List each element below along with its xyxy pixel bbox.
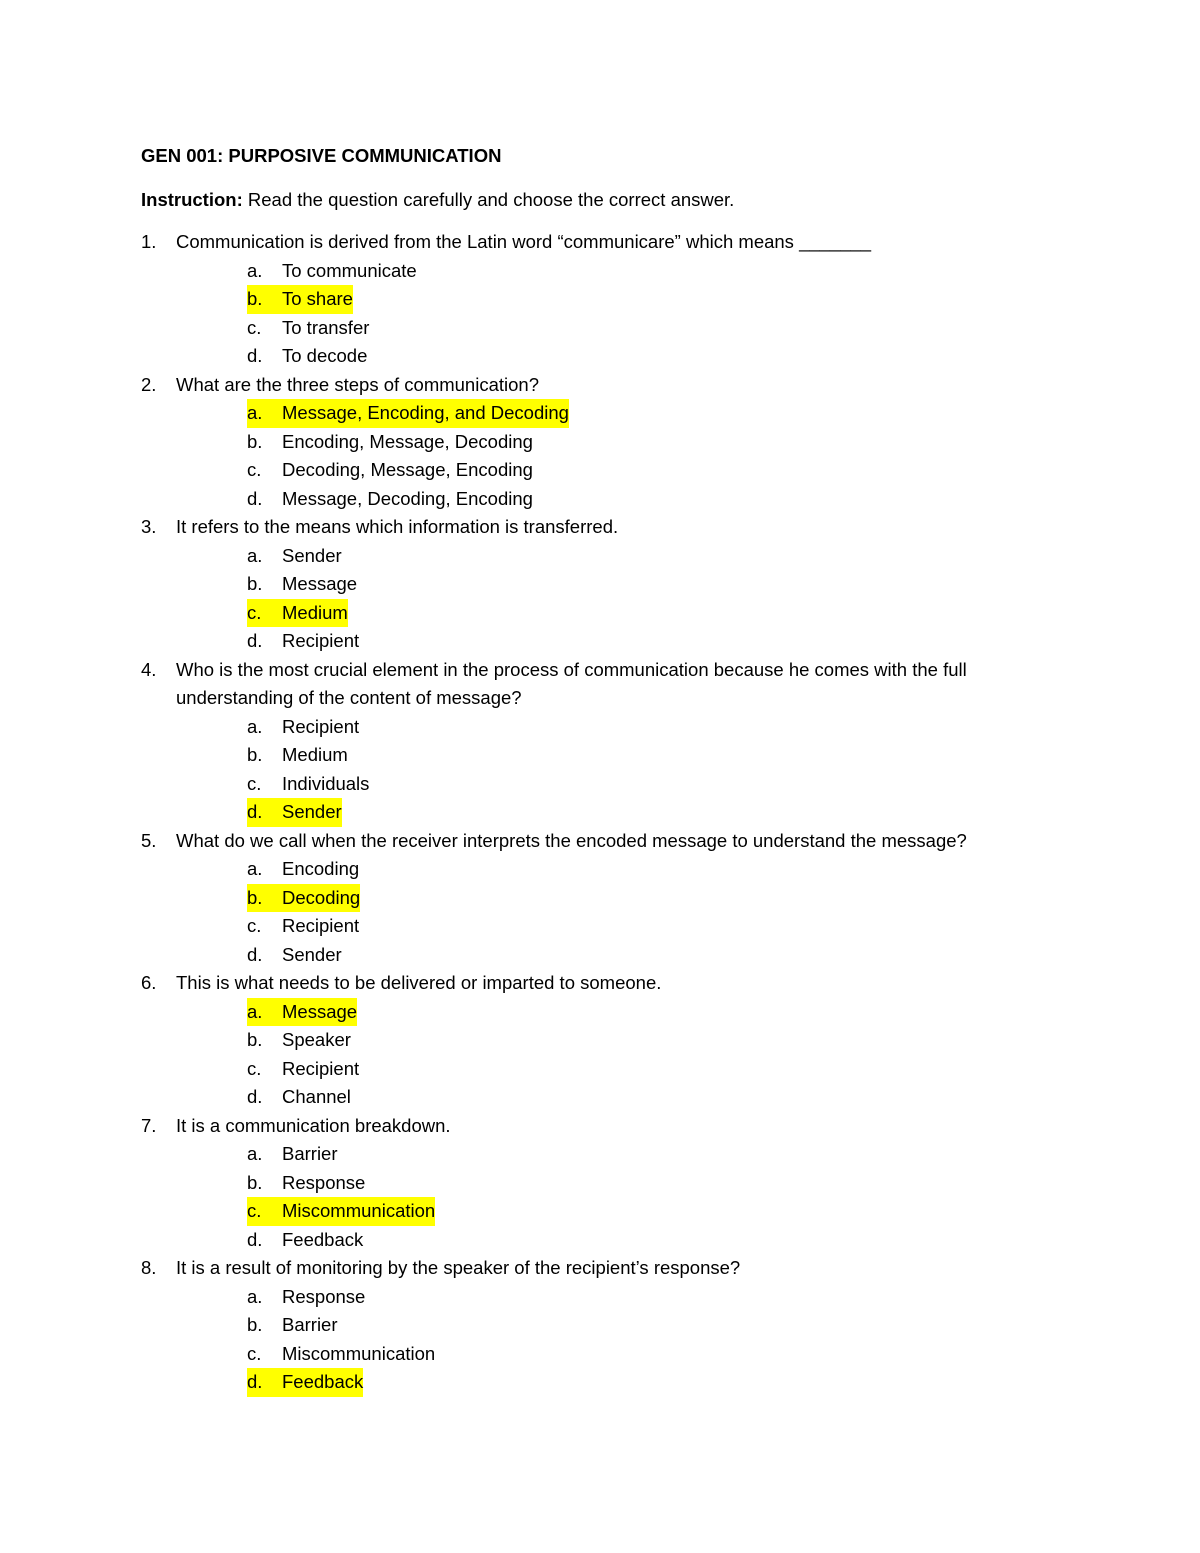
answer-option <box>141 456 1041 485</box>
option-text: Sender <box>282 943 342 965</box>
option-list <box>141 1283 1041 1397</box>
answer-option <box>141 285 1041 314</box>
option-letter: b. <box>247 1314 263 1335</box>
option-letter: a. <box>247 858 263 879</box>
answer-text-wrap <box>247 485 533 514</box>
option-letter: d. <box>247 345 263 366</box>
option-letter: d. <box>247 1086 263 1107</box>
answer-option <box>141 314 1041 343</box>
option-text: Feedback <box>282 1228 364 1250</box>
answer-option <box>141 770 1041 799</box>
answer-option <box>141 1368 1041 1397</box>
option-letter: c. <box>247 459 262 480</box>
answer-option <box>141 998 1041 1027</box>
highlighted-answer <box>247 798 342 827</box>
option-text: To communicate <box>282 259 417 281</box>
question-number: 7. <box>141 1114 157 1136</box>
option-text: Recipient <box>282 1057 360 1079</box>
question-row <box>141 656 1041 713</box>
answer-option <box>141 1169 1041 1198</box>
option-letter: b. <box>247 886 263 908</box>
question-number: 5. <box>141 829 157 851</box>
option-letter: a. <box>247 402 263 423</box>
answer-text-wrap <box>247 570 357 599</box>
answer-option <box>141 1197 1041 1226</box>
option-text: Sender <box>282 801 342 822</box>
question-item <box>141 513 1041 656</box>
answer-text-wrap <box>247 1226 363 1255</box>
question-item <box>141 656 1041 827</box>
answer-text-wrap <box>247 1169 365 1198</box>
answer-text-wrap <box>247 713 359 742</box>
question-row <box>141 513 1041 542</box>
question-text: Communication is derived from the Latin word “communicare” which means _______ <box>176 231 872 252</box>
answer-text-wrap <box>247 314 369 343</box>
question-row <box>141 969 1041 998</box>
answer-text-wrap <box>247 1140 338 1169</box>
answer-text-wrap <box>247 342 367 371</box>
question-text: What are the three steps of communication? <box>176 373 539 395</box>
highlighted-answer <box>247 998 357 1027</box>
question-text: It refers to the means which information is transferred. <box>176 516 619 537</box>
highlighted-answer <box>247 399 569 428</box>
option-letter: d. <box>247 630 263 651</box>
highlighted-answer <box>247 884 360 913</box>
answer-text-wrap <box>247 1340 435 1369</box>
answer-text-wrap <box>247 941 342 970</box>
answer-option <box>141 1083 1041 1112</box>
option-list <box>141 542 1041 656</box>
question-number: 3. <box>141 516 157 537</box>
option-list <box>141 399 1041 513</box>
answer-option <box>141 855 1041 884</box>
answer-text-wrap <box>247 855 359 884</box>
option-letter: a. <box>247 259 263 281</box>
answer-text-wrap <box>247 1026 351 1055</box>
option-letter: a. <box>247 1285 263 1307</box>
option-list <box>141 998 1041 1112</box>
option-letter: c. <box>247 316 262 338</box>
question-item <box>141 228 1041 371</box>
option-text: Message <box>282 1000 358 1022</box>
option-list <box>141 1140 1041 1254</box>
answer-text-wrap <box>247 428 533 457</box>
answer-option <box>141 912 1041 941</box>
option-letter: c. <box>247 1342 262 1364</box>
answer-option <box>141 257 1041 286</box>
answer-option <box>141 342 1041 371</box>
answer-text-wrap <box>247 1311 338 1340</box>
question-item <box>141 827 1041 970</box>
answer-option <box>141 941 1041 970</box>
option-text: Medium <box>282 744 348 765</box>
option-text: Recipient <box>282 630 360 651</box>
answer-option <box>141 399 1041 428</box>
question-text: It is a communication breakdown. <box>176 1114 451 1136</box>
answer-text-wrap <box>247 912 359 941</box>
answer-option <box>141 713 1041 742</box>
question-list <box>141 228 1041 1397</box>
option-letter: b. <box>247 744 263 765</box>
highlighted-answer <box>247 285 353 314</box>
question-text: This is what needs to be delivered or imparted to someone. <box>176 972 662 993</box>
answer-option <box>141 570 1041 599</box>
option-text: Recipient <box>282 915 360 936</box>
option-letter: a. <box>247 544 263 566</box>
option-text: To share <box>282 288 353 309</box>
question-number: 6. <box>141 972 157 993</box>
option-list <box>141 257 1041 371</box>
answer-option <box>141 599 1041 628</box>
question-item <box>141 1112 1041 1255</box>
question-number: 8. <box>141 1257 157 1278</box>
option-letter: a. <box>247 715 263 737</box>
option-letter: d. <box>247 943 263 965</box>
highlighted-answer <box>247 1368 363 1397</box>
answer-option <box>141 1340 1041 1369</box>
answer-option <box>141 884 1041 913</box>
document-content <box>141 142 1041 1397</box>
question-row <box>141 827 1041 856</box>
option-text: Encoding <box>282 858 360 879</box>
answer-option <box>141 798 1041 827</box>
question-row <box>141 1112 1041 1141</box>
option-text: Barrier <box>282 1314 338 1335</box>
highlighted-answer <box>247 599 348 628</box>
option-text: Miscommunication <box>282 1342 436 1364</box>
option-text: Message, Decoding, Encoding <box>282 487 533 509</box>
question-row <box>141 371 1041 400</box>
question-row <box>141 1254 1041 1283</box>
option-text: Response <box>282 1171 366 1193</box>
answer-option <box>141 741 1041 770</box>
answer-option <box>141 485 1041 514</box>
question-text: It is a result of monitoring by the speaker of the recipient’s response? <box>176 1257 741 1278</box>
option-text: To decode <box>282 345 368 366</box>
question-row <box>141 228 1041 257</box>
option-letter: b. <box>247 430 263 452</box>
instruction-label: Instruction: <box>141 189 243 210</box>
option-text: Sender <box>282 544 342 566</box>
answer-option <box>141 1055 1041 1084</box>
answer-text-wrap <box>247 456 533 485</box>
option-letter: b. <box>247 1171 263 1193</box>
answer-text-wrap <box>247 1283 365 1312</box>
answer-option <box>141 1026 1041 1055</box>
question-number: 4. <box>141 658 157 680</box>
option-letter: b. <box>247 573 263 594</box>
instruction-line <box>141 186 1041 214</box>
option-letter: a. <box>247 1143 263 1164</box>
option-text: Encoding, Message, Decoding <box>282 430 533 452</box>
question-item <box>141 1254 1041 1397</box>
document-title: GEN 001: PURPOSIVE COMMUNICATION <box>141 145 502 166</box>
question-number: 2. <box>141 373 157 395</box>
option-letter: d. <box>247 1371 263 1392</box>
option-text: Medium <box>282 601 348 623</box>
answer-option <box>141 1283 1041 1312</box>
option-letter: c. <box>247 601 262 623</box>
answer-text-wrap <box>247 741 348 770</box>
option-text: Decoding, Message, Encoding <box>282 459 533 480</box>
question-item <box>141 371 1041 514</box>
question-number: 1. <box>141 231 157 252</box>
option-letter: c. <box>247 1200 262 1221</box>
option-text: Individuals <box>282 772 370 794</box>
option-text: Message <box>282 573 358 594</box>
option-text: To transfer <box>282 316 370 338</box>
answer-text-wrap <box>247 770 369 799</box>
option-text: Channel <box>282 1086 351 1107</box>
option-list <box>141 713 1041 827</box>
answer-option <box>141 1311 1041 1340</box>
highlighted-answer <box>247 1197 435 1226</box>
option-text: Recipient <box>282 715 360 737</box>
answer-option <box>141 627 1041 656</box>
option-text: Response <box>282 1285 366 1307</box>
option-letter: c. <box>247 915 262 936</box>
answer-text-wrap <box>247 1055 359 1084</box>
option-letter: a. <box>247 1000 263 1022</box>
instruction-text: Read the question carefully and choose the correct answer. <box>242 189 735 210</box>
option-letter: b. <box>247 1029 263 1050</box>
option-letter: d. <box>247 487 263 509</box>
option-text: Speaker <box>282 1029 351 1050</box>
option-text: Message, Encoding, and Decoding <box>282 402 569 423</box>
option-letter: d. <box>247 1228 263 1250</box>
option-list <box>141 855 1041 969</box>
question-item <box>141 969 1041 1112</box>
answer-text-wrap <box>247 1083 351 1112</box>
option-letter: b. <box>247 288 263 309</box>
answer-option <box>141 428 1041 457</box>
option-letter: d. <box>247 801 263 822</box>
answer-option <box>141 542 1041 571</box>
option-letter: c. <box>247 1057 262 1079</box>
option-text: Barrier <box>282 1143 338 1164</box>
answer-text-wrap <box>247 627 359 656</box>
option-letter: c. <box>247 772 262 794</box>
question-text: Who is the most crucial element in the process of communication because he comes with the full understanding of the content of message? <box>176 658 967 708</box>
answer-text-wrap <box>247 542 342 571</box>
option-text: Feedback <box>282 1371 364 1392</box>
option-text: Miscommunication <box>282 1200 436 1221</box>
option-text: Decoding <box>282 886 361 908</box>
question-text: What do we call when the receiver interprets the encoded message to understand the message? <box>176 829 967 851</box>
answer-option <box>141 1226 1041 1255</box>
answer-text-wrap <box>247 257 417 286</box>
answer-option <box>141 1140 1041 1169</box>
